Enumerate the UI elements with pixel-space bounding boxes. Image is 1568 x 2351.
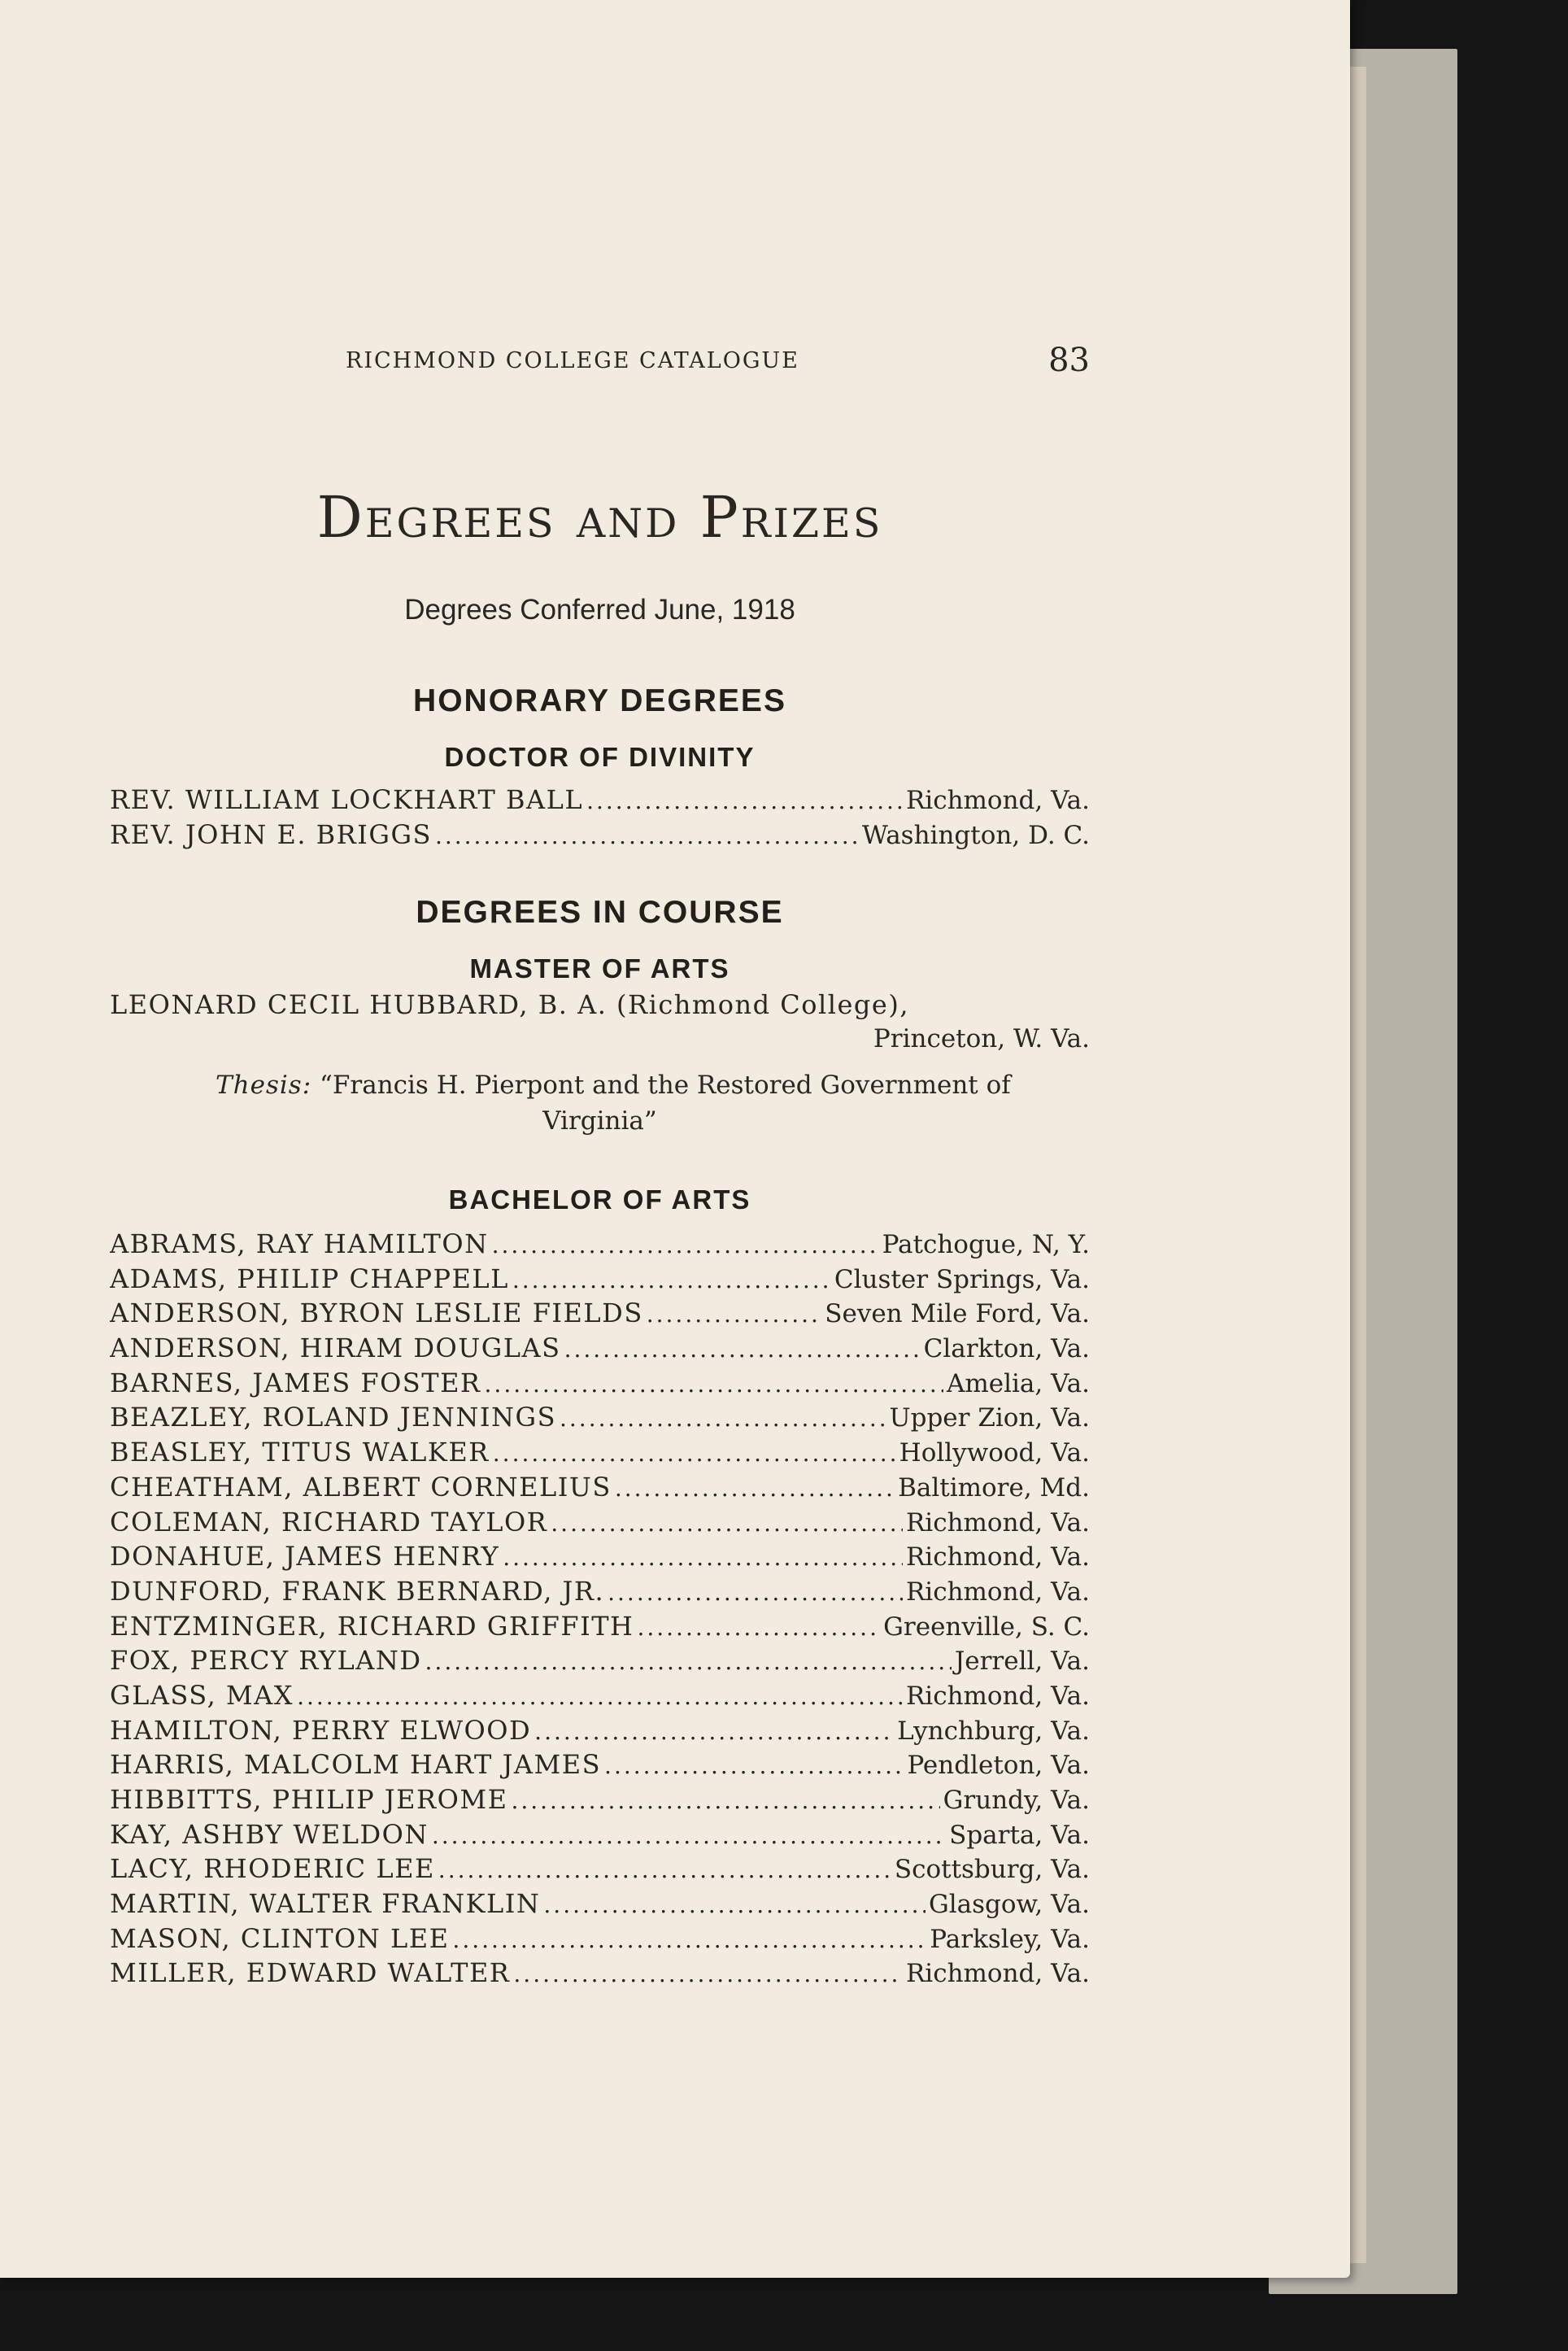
thesis-label: Thesis: (216, 1071, 312, 1100)
honorary-degrees-heading: HONORARY DEGREES (413, 683, 786, 718)
entry-name: HIBBITTS, PHILIP JEROME (110, 1784, 508, 1815)
list-item (110, 1470, 1090, 1505)
bachelor-of-arts-heading: BACHELOR OF ARTS (448, 1184, 751, 1215)
thesis-line (216, 1067, 1029, 1103)
entry-place: Richmond, Va. (905, 1577, 1090, 1607)
master-of-arts-heading: MASTER OF ARTS (469, 953, 730, 984)
dot-leader (647, 1298, 822, 1331)
list-item (110, 1713, 1090, 1748)
entry-place: Scottsburg, Va. (894, 1855, 1090, 1885)
entry-place: Greenville, S. C. (883, 1612, 1090, 1642)
doctor-of-divinity-heading: DOCTOR OF DIVINITY (444, 742, 756, 772)
entry-name: DONAHUE, JAMES HENRY (110, 1541, 500, 1572)
dot-leader (452, 1923, 926, 1956)
list-item (110, 1331, 1090, 1366)
list-item (110, 1817, 1090, 1852)
entry-name: GLASS, MAX (110, 1679, 294, 1711)
dot-leader (543, 1888, 926, 1921)
entry-name: ENTZMINGER, RICHARD GRIFFITH (110, 1610, 634, 1642)
entry-name: ABRAMS, RAY HAMILTON (110, 1228, 489, 1259)
dot-leader (637, 1611, 880, 1644)
entry-name: COLEMAN, RICHARD TAYLOR (110, 1506, 548, 1538)
entry-place: Seven Mile Ford, Va. (825, 1299, 1090, 1329)
entry-name: FOX, PERCY RYLAND (110, 1645, 422, 1677)
entry-name: KAY, ASHBY WELDON (110, 1818, 429, 1850)
entry-place: Lynchburg, Va. (897, 1716, 1090, 1746)
entry-name: MARTIN, WALTER FRANKLIN (110, 1888, 541, 1920)
page-content (110, 0, 1090, 2278)
master-entry-place: Princeton, W. Va. (873, 1024, 1090, 1053)
list-item (110, 818, 1090, 853)
dot-leader (615, 1472, 895, 1505)
list-item (110, 1782, 1090, 1817)
running-title: RICHMOND COLLEGE CATALOGUE (346, 348, 799, 373)
entry-name: REV. WILLIAM LOCKHART BALL (110, 784, 584, 815)
list-item (110, 1505, 1090, 1540)
entry-place: Clarkton, Va. (923, 1334, 1090, 1364)
dot-leader (492, 1228, 879, 1262)
entry-place: Richmond, Va. (905, 1507, 1090, 1538)
dot-leader (513, 1957, 903, 1991)
list-item (110, 1296, 1090, 1331)
dot-leader (511, 1784, 939, 1817)
honorary-list (110, 783, 1090, 852)
entry-name: REV. JOHN E. BRIGGS (110, 818, 432, 850)
entry-name: DUNFORD, FRANK BERNARD, JR. (110, 1575, 605, 1607)
bachelor-list (110, 1227, 1090, 1991)
dot-leader (512, 1263, 831, 1297)
entry-name: CHEATHAM, ALBERT CORNELIUS (110, 1471, 612, 1503)
list-item (110, 1643, 1090, 1678)
dot-leader (435, 819, 859, 853)
entry-place: Parksley, Va. (930, 1924, 1090, 1954)
entry-name: MILLER, EDWARD WALTER (110, 1957, 511, 1989)
entry-place: Richmond, Va. (905, 1959, 1090, 1989)
running-head (110, 342, 1090, 390)
entry-place: Richmond, Va. (905, 1542, 1090, 1572)
entry-place: Richmond, Va. (905, 786, 1090, 815)
dot-leader (586, 784, 903, 818)
entry-place: Patchogue, N, Y. (882, 1230, 1090, 1259)
thesis-title: “Francis H. Pierpont and the Restored Government of (320, 1071, 1011, 1100)
page-subtitle: Degrees Conferred June, 1918 (404, 594, 795, 626)
degrees-in-course-heading: DEGREES IN COURSE (416, 895, 784, 930)
entry-place: Glasgow, Va. (928, 1890, 1090, 1920)
entry-name: BEAZLEY, ROLAND JENNINGS (110, 1402, 556, 1433)
dot-leader (297, 1680, 903, 1713)
entry-name: HAMILTON, PERRY ELWOOD (110, 1714, 532, 1746)
dot-leader (503, 1541, 903, 1574)
entry-place: Jerrell, Va. (954, 1647, 1090, 1677)
list-item (110, 1574, 1090, 1609)
dot-leader (493, 1437, 896, 1470)
list-item (110, 1400, 1090, 1435)
entry-place: Pendleton, Va. (907, 1751, 1090, 1781)
list-item (110, 1678, 1090, 1713)
list-item (110, 1956, 1090, 1991)
dot-leader (604, 1749, 904, 1782)
entry-name: MASON, CLINTON LEE (110, 1922, 450, 1954)
dot-leader (564, 1333, 921, 1366)
entry-place: Richmond, Va. (905, 1681, 1090, 1711)
master-entry-name: LEONARD CECIL HUBBARD, B. A. (Richmond College), (110, 989, 909, 1020)
entry-place: Sparta, Va. (949, 1820, 1090, 1850)
list-item (110, 1539, 1090, 1574)
entry-place: Baltimore, Md. (898, 1472, 1090, 1503)
list-item (110, 1227, 1090, 1262)
list-item (110, 1886, 1090, 1921)
entry-name: ADAMS, PHILIP CHAPPELL (110, 1263, 509, 1294)
dot-leader (608, 1576, 903, 1609)
entry-place: Amelia, Va. (946, 1368, 1090, 1398)
entry-place: Cluster Springs, Va. (834, 1264, 1090, 1294)
entry-place: Washington, D. C. (862, 820, 1090, 850)
list-item (110, 1262, 1090, 1297)
list-item (110, 1609, 1090, 1644)
entry-place: Upper Zion, Va. (889, 1403, 1090, 1433)
list-item (110, 1366, 1090, 1401)
dot-leader (425, 1645, 952, 1678)
entry-name: ANDERSON, HIRAM DOUGLAS (110, 1333, 561, 1364)
page-title: Degrees and Prizes (316, 484, 883, 551)
list-item (110, 1435, 1090, 1470)
entry-name: BEASLEY, TITUS WALKER (110, 1437, 490, 1468)
dot-leader (485, 1367, 943, 1401)
page-number: 83 (1048, 342, 1090, 379)
dot-leader (432, 1819, 946, 1852)
dot-leader (560, 1402, 886, 1435)
list-item (110, 1852, 1090, 1886)
entry-place: Grundy, Va. (943, 1786, 1090, 1815)
entry-name: BARNES, JAMES FOSTER (110, 1367, 481, 1398)
list-item (110, 1747, 1090, 1782)
entry-place: Hollywood, Va. (899, 1438, 1090, 1468)
entry-name: ANDERSON, BYRON LESLIE FIELDS (110, 1298, 643, 1329)
dot-leader (438, 1853, 891, 1886)
list-item (110, 1921, 1090, 1956)
entry-name: LACY, RHODERIC LEE (110, 1853, 435, 1885)
thesis-title-continued: Virginia” (542, 1106, 657, 1136)
dot-leader (551, 1507, 903, 1540)
list-item (110, 783, 1090, 818)
entry-name: HARRIS, MALCOLM HART JAMES (110, 1749, 602, 1781)
dot-leader (534, 1715, 894, 1748)
